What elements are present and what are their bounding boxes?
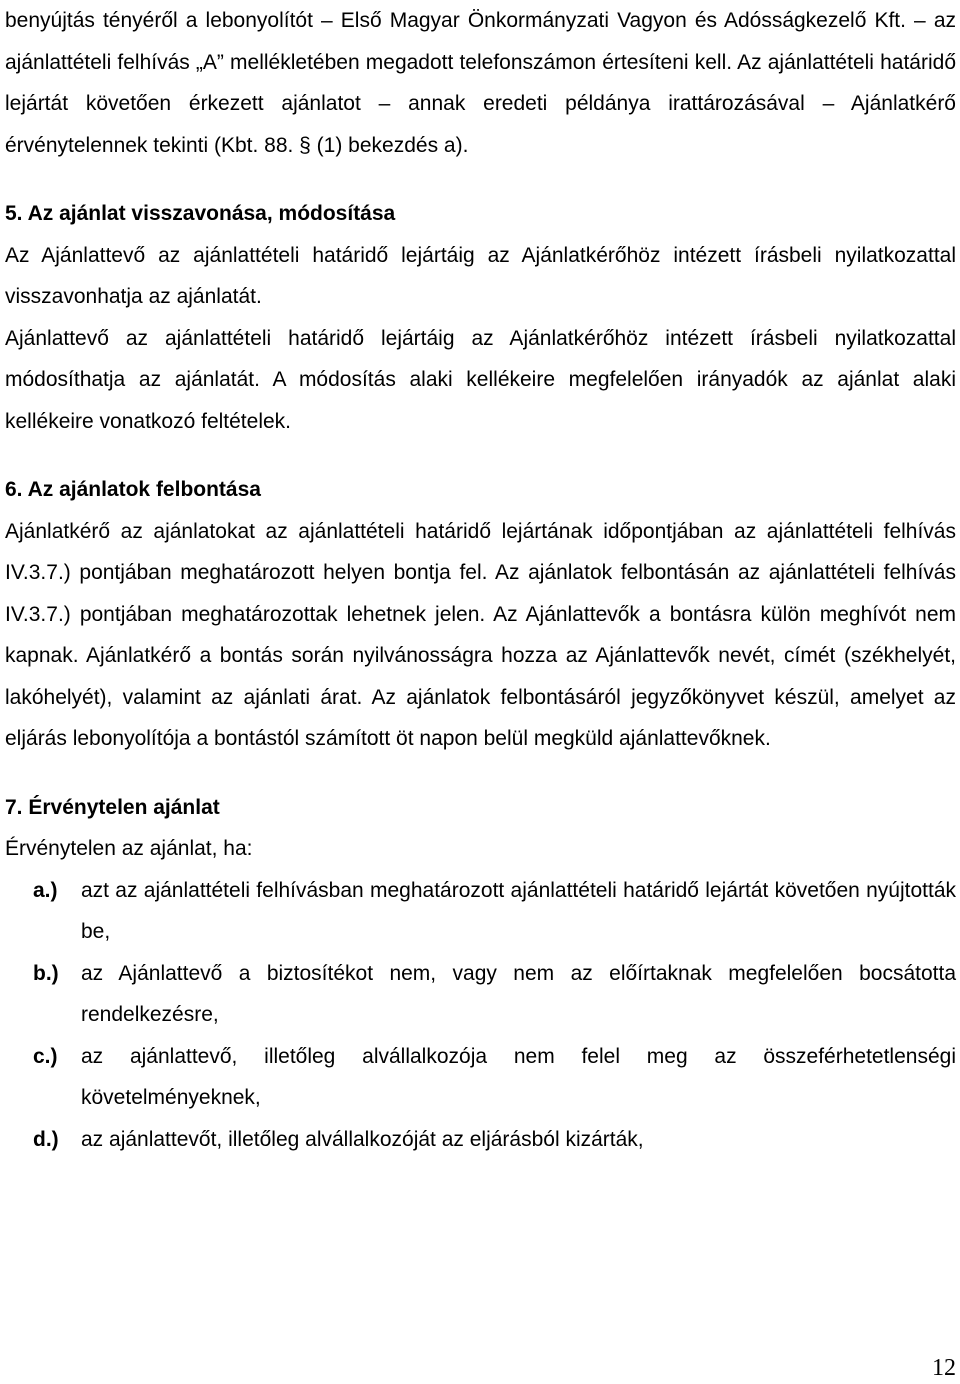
page-number: 12 xyxy=(932,1355,956,1381)
section-5-paragraph-2: Ajánlattevő az ajánlattételi határidő lejártáig az Ajánlatkérőhöz intézett írásbeli nyilatkozattal módosíthatja az ajánlatát. A módosítás alaki kellékeire megfelelően irányadók az ajánlat alaki kellékeire vonatkozó feltételek. xyxy=(5,326,956,433)
section-7-intro: Érvénytelen az ajánlat, ha: xyxy=(5,837,253,860)
section-7 xyxy=(5,787,956,1161)
section-5-heading: 5. Az ajánlat visszavonása, módosítása xyxy=(5,202,396,225)
list-item-text: az Ajánlattevő a biztosítékot nem, vagy nem az előírtaknak megfelelően bocsátotta rendelkezésre, xyxy=(81,961,956,1026)
list-marker: c.) xyxy=(33,1044,58,1068)
list-marker: a.) xyxy=(33,878,58,902)
intro-paragraph: benyújtás tényéről a lebonyolítót – Első Magyar Önkormányzati Vagyon és Adósságkezelő Kft. – az ajánlattételi felhívás „A” mellékletében megadott telefonszámon értesíteni kell. Az ajánlattételi határidő lejártát követően érkezett ajánlatot – annak eredeti példánya irattározásával – Ajánlatkérő érvénytelennek tekinti (Kbt. 88. § (1) bekezdés a). xyxy=(5,9,956,157)
list-item-text: az ajánlattevőt, illetőleg alvállalkozóját az eljárásból kizárták, xyxy=(81,1127,644,1151)
section-6 xyxy=(5,469,956,760)
list-item-text: az ajánlattevő, illetőleg alvállalkozója nem felel meg az összeférhetetlenségi követelményeknek, xyxy=(81,1044,956,1109)
spacer xyxy=(5,760,956,787)
list-item xyxy=(5,1036,956,1119)
section-5-paragraph-1: Az Ajánlattevő az ajánlattételi határidő lejártáig az Ajánlatkérőhöz intézett írásbeli nyilatkozattal visszavonhatja az ajánlatát. xyxy=(5,243,956,308)
list-marker: b.) xyxy=(33,961,59,985)
list-item xyxy=(5,1119,956,1161)
list-marker: d.) xyxy=(33,1127,59,1151)
spacer xyxy=(5,442,956,469)
spacer xyxy=(5,166,956,193)
section-6-heading: 6. Az ajánlatok felbontása xyxy=(5,478,261,501)
section-7-heading: 7. Érvénytelen ajánlat xyxy=(5,795,220,819)
section-6-paragraph-1: Ajánlatkérő az ajánlatokat az ajánlattételi határidő lejártának időpontjában az ajánlattételi felhívás IV.3.7.) pontjában meghatározott helyen bontja fel. Az ajánlatok felbontásán az ajánlattételi felhívás IV.3.7.) pontjában meghatározottak lehetnek jelen. Az Ajánlattevők a bontásra külön meghívót nem kapnak. Ajánlatkérő a bontás során nyilvánosságra hozza az Ajánlattevők nevét, címét (székhelyét, lakóhelyét), valamint az ajánlati árat. Az ajánlatok felbontásáról jegyzőkönyvet készül, amelyet az eljárás lebonyolítója a bontástól számított öt napon belül megküld ajánlattevőknek. xyxy=(5,519,956,750)
invalidity-list xyxy=(5,870,956,1161)
document-page xyxy=(5,0,956,1160)
list-item xyxy=(5,953,956,1036)
section-5 xyxy=(5,193,956,442)
list-item-text: azt az ajánlattételi felhívásban meghatározott ajánlattételi határidő lejártát követően nyújtották be, xyxy=(81,878,956,943)
list-item xyxy=(5,870,956,953)
